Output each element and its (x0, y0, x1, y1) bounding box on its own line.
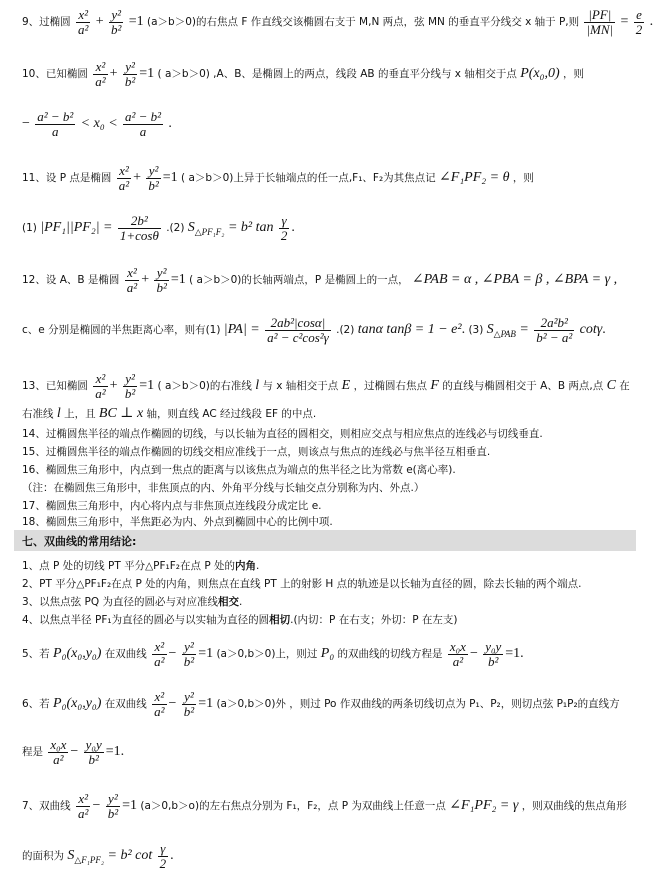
section-heading-hyperbola: 七、双曲线的常用结论: (14, 530, 636, 551)
item-18: 18、椭圆焦三角形中，半焦距必为内、外点到椭圆中心的比例中项. (22, 516, 333, 528)
hyperbola-3: 3、以焦点弦 PQ 为直径的圆必与对应准线相交. (22, 596, 243, 608)
item-13: 13、已知椭圆 $\frac{\text{x²}}{\text{a²}}$ + $\frac{\text{y²}}{\text{b²}}$ =1 ( a＞b＞0)的右准线 l 与 x 轴相交于点 E ，过椭圆右焦点 F 的直线与椭圆相交于 A、B 两点,点 C 在 (22, 371, 630, 401)
item-13b: 右准线 l 上，且 BC ⊥ x 轴，则直线 AC 经过线段 EF 的中点. (22, 406, 317, 421)
y2-over-b2: $\frac{\text{y²}}{\text{b²}}$ (111, 7, 122, 37)
hyperbola-4: 4、以焦点半径 PF₁为直径的圆必与以实轴为直径的圆相切.(内切：P 在右支；外切：P 在左支) (22, 614, 458, 626)
hyperbola-1: 1、点 P 处的切线 PT 平分△PF₁F₂在点 P 处的内角. (22, 560, 260, 572)
item-9-pre: 9、过椭圆 (22, 16, 71, 29)
hyperbola-6: 6、若 P₀(x₀,y₀) 在双曲线 $\frac{\text{x²}}{\text{a²}}$ − $\frac{\text{y²}}{\text{b²}}$ =1 (a＞0,b＞0)外 ，则过 Po 作双曲线的两条切线切点为 P₁、P₂，则切点弦 P₁P₂的直线方 (22, 689, 620, 719)
item-9: 9、过椭圆 $\frac{\text{x²}}{\text{a²}}$ + $\frac{\text{y²}}{\text{b²}}$ =1 (a＞b＞0)的右焦点 F 作直线交该椭圆右支于 M,N 两点，弦 MN 的垂直平分线交 x 轴于 P,则 $\frac{|PF|}{|MN|}$ = $\frac{e}{2}$ . (22, 7, 653, 37)
item-11: 11、设 P 点是椭圆 $\frac{\text{x²}}{\text{a²}}$ + $\frac{\text{y²}}{\text{b²}}$ =1 ( a＞b＞0)上异于长轴端点的任一点,F₁、F₂为其焦点记 ∠F₁PF₂ = θ ，则 (22, 163, 534, 193)
item-10-inequality: − $\frac{\text{a² − b²}}{a}$ < x₀ < $\frac{\text{a² − b²}}{a}$ . (22, 109, 172, 139)
hyperbola-5: 5、若 P₀(x₀,y₀) 在双曲线 $\frac{\text{x²}}{\text{a²}}$ − $\frac{\text{y²}}{\text{b²}}$ =1 (a＞0,b＞0)上，则过 P₀ 的双曲线的切线方程是 $\frac{\text{x₀x}}{\text{a²}}$ − $\frac{\text{y₀y}}{\text{b²}}$ =1. (22, 639, 524, 669)
item-14: 14、过椭圆焦半径的端点作椭圆的切线，与以长轴为直径的圆相交，则相应交点与相应焦点的连线必与切线垂直. (22, 428, 543, 440)
item-11-formulas: (1) |PF₁||PF₂| = $\frac{\text{2b²}}{1+\cos\theta}$ .(2) $S_{\triangle PF_1F_2} = b^2$ tan $\frac{\gamma}{2}$ . (22, 213, 295, 243)
item-16-note: （注：在椭圆焦三角形中，非焦顶点的内、外角平分线与长轴交点分别称为内、外点.） (22, 482, 425, 494)
item-17: 17、椭圆焦三角形中，内心将内点与非焦顶点连线段分成定比 e. (22, 500, 322, 512)
x2-over-a2: $\frac{\text{x²}}{\text{a²}}$ (78, 7, 89, 37)
item-10: 10、已知椭圆 $\frac{\text{x²}}{\text{a²}}$ + $\frac{\text{y²}}{\text{b²}}$ =1 ( a＞b＞0) ,A、B、是椭圆上的两点，线段 AB 的垂直平分线与 x 轴相交于点 P(x₀,0) ，则 (22, 59, 585, 89)
item-12-formulas: c、e 分别是椭圆的半焦距离心率，则有(1) |PA| = $\frac{\text{2ab²|cosα|}}{\text{a² − c²cos²γ}}$ .(2) tanα tanβ = 1 − e². (3) $S_{\triangle PAB}$ = $\frac{\text{2a²b²}}{\text{b² − a²}}$ cotγ. (22, 315, 606, 345)
hyperbola-6b: 程是 $\frac{\text{x₀x}}{\text{a²}}$ − $\frac{\text{y₀y}}{\text{b²}}$ =1. (22, 737, 125, 767)
item-9-post: (a＞b＞0)的右焦点 F 作直线交该椭圆右支于 M,N 两点，弦 MN 的垂直平分线交 x 轴于 P,则 (147, 16, 580, 29)
hyperbola-2: 2、PT 平分△PF₁F₂在点 P 处的内角，则焦点在直线 PT 上的射影 H 点的轨迹是以长轴为直径的圆，除去长轴的两个端点. (22, 578, 582, 590)
item-15: 15、过椭圆焦半径的端点作椭圆的切线交相应准线于一点，则该点与焦点的连线必与焦半径互相垂直. (22, 446, 491, 458)
hyperbola-7: 7、双曲线 $\frac{\text{x²}}{\text{a²}}$ − $\frac{\text{y²}}{\text{b²}}$ =1 (a＞0,b＞o)的左右焦点分别为 F₁，F₂，点 P 为双曲线上任意一点 ∠F₁PF₂ = γ ，则双曲线的焦点角形 (22, 791, 627, 821)
hyperbola-7b: 的面积为 $S_{\triangle F_1PF_2} = b^2$ cot $\frac{\gamma}{2}$ . (22, 841, 174, 871)
item-16: 16、椭圆焦三角形中，内点到一焦点的距离与以该焦点为端点的焦半径之比为常数 e(离心率). (22, 464, 456, 476)
item-12: 12、设 A、B 是椭圆 $\frac{\text{x²}}{\text{a²}}$ + $\frac{\text{y²}}{\text{b²}}$ =1 ( a＞b＞0)的长轴两端点，P 是椭圆上的一点， ∠PAB = α , ∠PBA = β , ∠BPA = γ , (22, 265, 618, 295)
